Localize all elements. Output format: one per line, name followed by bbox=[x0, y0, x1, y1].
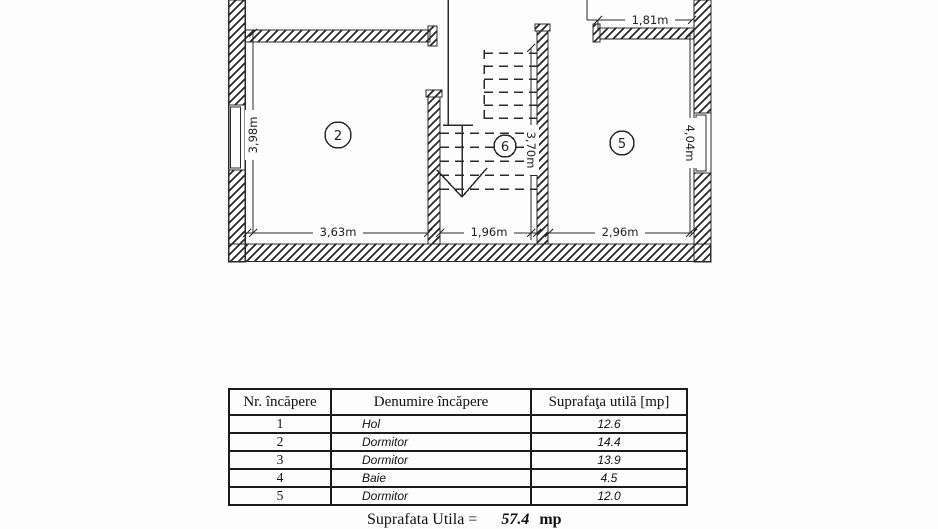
room-name: Dormitor bbox=[331, 451, 531, 469]
room-name: Dormitor bbox=[331, 433, 531, 451]
wall-right-upper bbox=[694, 0, 711, 113]
room-area: 14.4 bbox=[531, 433, 687, 451]
table-row bbox=[229, 469, 687, 487]
total-area-summary bbox=[367, 511, 562, 529]
svg-text:1,96m: 1,96m bbox=[470, 225, 508, 239]
room-area: 12.0 bbox=[531, 487, 687, 505]
room-label-5 bbox=[610, 131, 634, 155]
room-name: Hol bbox=[331, 415, 531, 433]
room-number: 1 bbox=[229, 415, 331, 433]
wall-bottom bbox=[229, 244, 711, 262]
room-number: 4 bbox=[229, 469, 331, 487]
header-room-area: Suprafaţa utilă [mp] bbox=[531, 389, 687, 415]
svg-text:2: 2 bbox=[333, 129, 343, 144]
wall-left-upper bbox=[229, 0, 246, 105]
room-label-6 bbox=[494, 135, 516, 157]
table-row bbox=[229, 451, 687, 469]
stair-arrow-left bbox=[437, 170, 462, 197]
wall-stair-right-cap bbox=[535, 24, 550, 31]
svg-text:6: 6 bbox=[500, 140, 510, 155]
header-room-number: Nr. încăpere bbox=[229, 389, 331, 415]
dim-bottom-right bbox=[595, 224, 645, 239]
dim-top-right bbox=[625, 12, 675, 27]
room-area: 12.6 bbox=[531, 415, 687, 433]
wall-top-right-cap bbox=[593, 24, 600, 42]
svg-text:4,04m: 4,04m bbox=[683, 124, 697, 162]
wall-top-right bbox=[600, 28, 694, 39]
table-row bbox=[229, 433, 687, 451]
table-row bbox=[229, 487, 687, 505]
wall-top-left bbox=[245, 30, 430, 42]
stair-treads-lower bbox=[440, 133, 537, 189]
total-area-unit: mp bbox=[539, 511, 562, 528]
svg-text:5: 5 bbox=[617, 137, 627, 152]
staircase bbox=[437, 0, 537, 197]
dim-bottom-left bbox=[313, 224, 363, 239]
wall-stair-left-cap bbox=[426, 90, 442, 97]
wall-top-left-cap bbox=[428, 26, 437, 46]
stair-walk-line bbox=[437, 0, 487, 197]
table-row bbox=[229, 415, 687, 433]
room-number: 3 bbox=[229, 451, 331, 469]
svg-text:1,81m: 1,81m bbox=[631, 13, 669, 27]
room-labels bbox=[325, 122, 634, 157]
room-number: 2 bbox=[229, 433, 331, 451]
dim-right-height bbox=[683, 118, 698, 168]
dim-stair-height bbox=[524, 125, 539, 175]
room-area: 4.5 bbox=[531, 469, 687, 487]
room-area: 13.9 bbox=[531, 451, 687, 469]
room-name: Dormitor bbox=[331, 487, 531, 505]
svg-text:3,70m: 3,70m bbox=[524, 131, 538, 169]
total-area-label: Suprafata Utila = bbox=[367, 511, 478, 528]
svg-text:3,63m: 3,63m bbox=[319, 225, 357, 239]
table-header-row bbox=[229, 389, 687, 415]
svg-text:3,98m: 3,98m bbox=[246, 116, 260, 154]
total-area-value: 57.4 bbox=[501, 511, 530, 528]
header-room-name: Denumire încăpere bbox=[331, 389, 531, 415]
room-label-2 bbox=[325, 122, 351, 148]
stair-arrow-right bbox=[462, 168, 487, 197]
floor-plan bbox=[228, 0, 712, 264]
dim-left-height bbox=[245, 110, 260, 160]
dim-bottom-middle bbox=[464, 224, 514, 239]
svg-text:2,96m: 2,96m bbox=[601, 225, 639, 239]
stair-treads-upper bbox=[484, 50, 537, 122]
room-number: 5 bbox=[229, 487, 331, 505]
room-name: Baie bbox=[331, 469, 531, 487]
window-left bbox=[229, 105, 246, 170]
room-areas-table bbox=[228, 388, 688, 506]
